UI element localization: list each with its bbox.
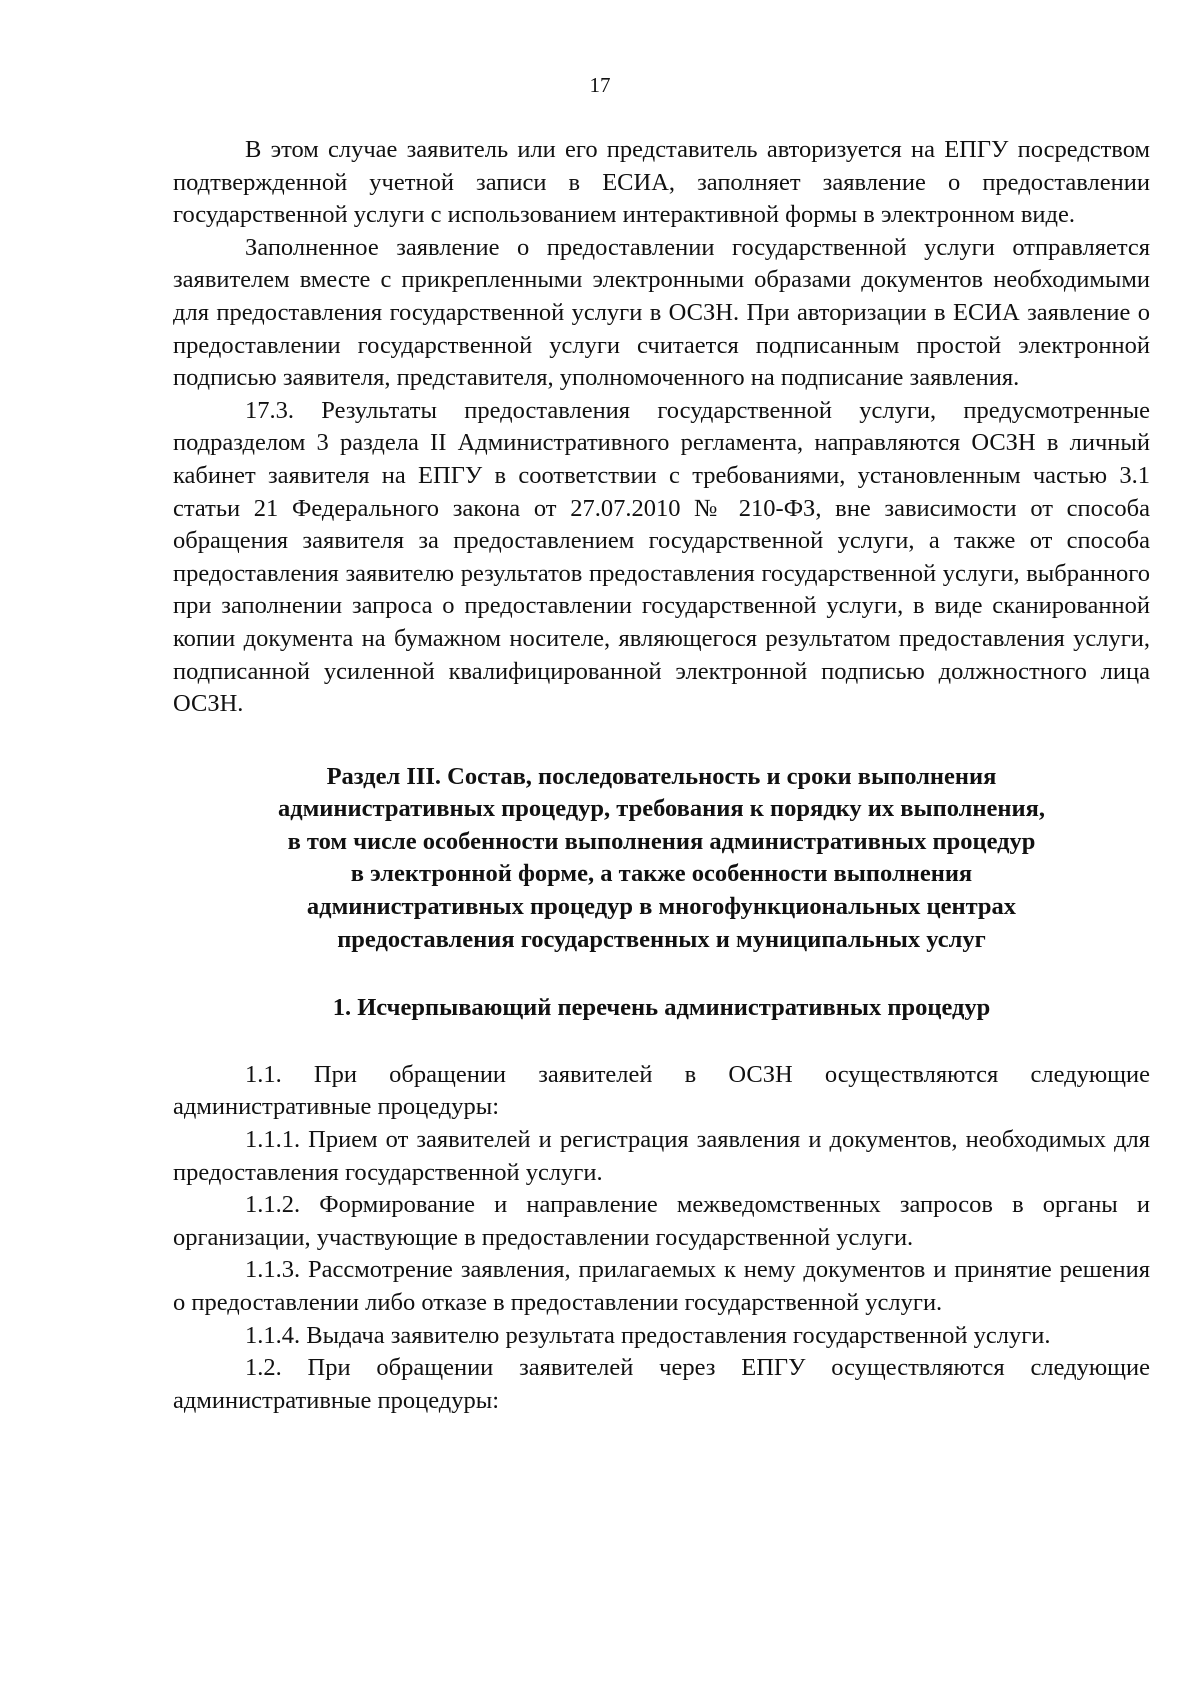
section-heading-line: административных процедур в многофункциональных центрах <box>306 893 1017 921</box>
section-heading-line: Раздел III. Состав, последовательность и сроки выполнения <box>326 762 997 790</box>
paragraph-1-1-4: 1.1.4. Выдача заявителю результата предоставления государственной услуги. <box>245 1321 1051 1349</box>
paragraph-esia-authorization: В этом случае заявитель или его представитель авторизуется на ЕПГУ посредством подтвержденной учетной записи в ЕСИА, заполняет заявление о предоставлении государственной услуги с использованием интерактивной формы в электронном виде. <box>173 136 1150 229</box>
paragraph-17-3-results: 17.3. Результаты предоставления государственной услуги, предусмотренные подразделом 3 раздела II Административного регламента, направляются ОСЗН в личный кабинет заявителя на ЕПГУ в соответствии с требованиями, установленным частью 3.1 статьи 21 Федерального закона от 27.07.2010 № 210-ФЗ, вне зависимости от способа обращения заявителя за предоставлением государственной услуги, а также от способа предоставления заявителю результатов предоставления государственной услуги, выбранного при заполнении запроса о предоставлении государственной услуги, в виде сканированной копии документа на бумажном носителе, являющегося результатом предоставления услуги, подписанной усиленной квалифицированной электронной подписью должностного лица ОСЗН. <box>173 396 1150 718</box>
section-heading-line: в том числе особенности выполнения административных процедур <box>287 827 1036 855</box>
section-heading <box>173 761 1150 957</box>
paragraph-1-1-2: 1.1.2. Формирование и направление межведомственных запросов в органы и организации, участвующие в предоставлении государственной услуги. <box>173 1191 1150 1251</box>
section-heading-line: в электронной форме, а также особенности выполнения <box>350 860 973 888</box>
paragraph-1-1: 1.1. При обращении заявителей в ОСЗН осуществляются следующие административные процедуры: <box>173 1060 1150 1121</box>
paragraph-1-1-1: 1.1.1. Прием от заявителей и регистрация заявления и документов, необходимых для предоставления государственной услуги. <box>173 1126 1150 1186</box>
section-heading-line: предоставления государственных и муниципальных услуг <box>337 925 986 953</box>
paragraph-filled-application: Заполненное заявление о предоставлении государственной услуги отправляется заявителем вместе с прикрепленными электронными образами документов необходимыми для предоставления государственной услуги в ОСЗН. При авторизации в ЕСИА заявление о предоставлении государственной услуги считается подписанным простой электронной подписью заявителя, представителя, уполномоченного на подписание заявления. <box>173 233 1150 392</box>
subsection-heading: 1. Исчерпывающий перечень административных процедур <box>332 994 991 1022</box>
paragraph-1-1-3: 1.1.3. Рассмотрение заявления, прилагаемых к нему документов и принятие решения о предоставлении либо отказе в предоставлении государственной услуги. <box>173 1256 1150 1316</box>
page-number: 17 <box>589 73 611 97</box>
document-body <box>173 134 1150 1417</box>
paragraph-1-2: 1.2. При обращении заявителей через ЕПГУ осуществляются следующие административные процедуры: <box>173 1354 1150 1414</box>
section-heading-line: административных процедур, требования к порядку их выполнения, <box>277 795 1046 823</box>
